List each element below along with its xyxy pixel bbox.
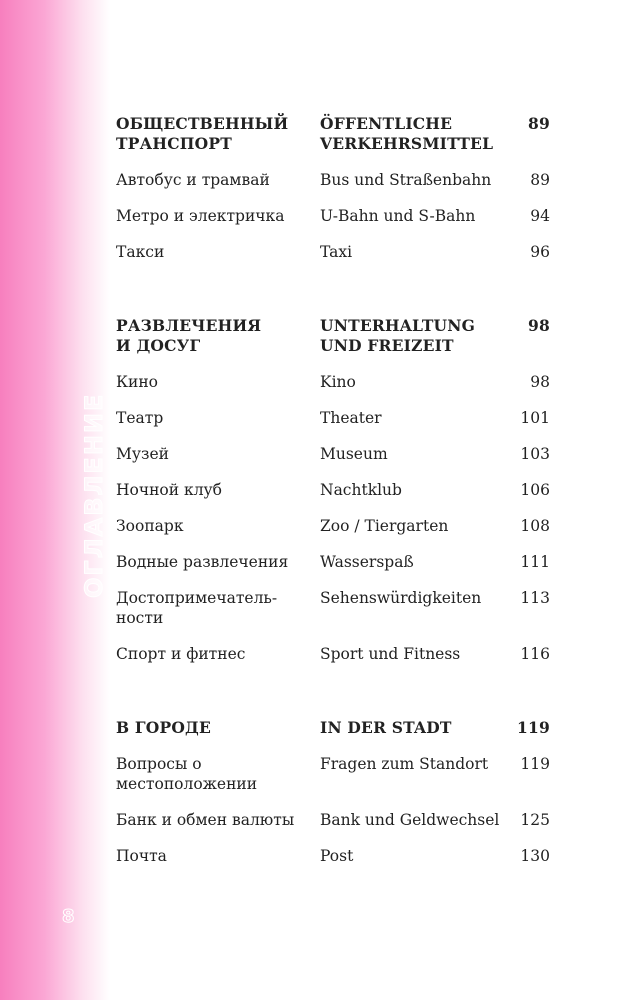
side-title: ОГЛАВЛЕНИЕ bbox=[80, 392, 108, 598]
entry-de: Museum bbox=[320, 445, 388, 463]
toc-entry[interactable] bbox=[116, 206, 550, 226]
toc-section-transport bbox=[116, 114, 550, 262]
entry-page: 103 bbox=[520, 445, 550, 463]
toc-entry[interactable] bbox=[116, 810, 550, 830]
entry-de: U-Bahn und S-Bahn bbox=[320, 207, 476, 225]
entry-ru: Зоопарк bbox=[116, 517, 184, 535]
entry-ru: Ночной клуб bbox=[116, 481, 223, 499]
entry-ru: Автобус и трамвай bbox=[116, 171, 270, 189]
section-heading[interactable] bbox=[116, 114, 550, 154]
toc-entry[interactable] bbox=[116, 754, 550, 794]
entry-ru: Метро и электричка bbox=[116, 207, 285, 225]
entry-de: Wasserspaß bbox=[320, 553, 414, 571]
entry-page: 98 bbox=[530, 373, 550, 391]
entry-page: 125 bbox=[520, 811, 550, 829]
entry-ru: Достопримечатель- ности bbox=[116, 589, 278, 627]
toc-entry[interactable] bbox=[116, 516, 550, 536]
entry-page: 113 bbox=[520, 589, 550, 607]
page-number: 8 bbox=[62, 906, 75, 927]
entry-de: Bank und Geldwechsel bbox=[320, 811, 500, 829]
toc-entry[interactable] bbox=[116, 480, 550, 500]
toc-entry[interactable] bbox=[116, 372, 550, 392]
entry-ru: Почта bbox=[116, 847, 167, 865]
heading-page: 89 bbox=[528, 114, 550, 133]
heading-ru: РАЗВЛЕЧЕНИЯ И ДОСУГ bbox=[116, 316, 262, 355]
toc-section-city bbox=[116, 718, 550, 866]
entry-de: Bus und Straßenbahn bbox=[320, 171, 492, 189]
entry-de: Theater bbox=[320, 409, 382, 427]
entry-de: Taxi bbox=[320, 243, 353, 261]
heading-page: 119 bbox=[517, 718, 550, 737]
entry-de: Fragen zum Standort bbox=[320, 755, 489, 773]
toc-section-entertainment bbox=[116, 316, 550, 664]
toc-entry[interactable] bbox=[116, 552, 550, 572]
entry-ru: Водные развлечения bbox=[116, 553, 289, 571]
heading-ru: ОБЩЕСТВЕННЫЙ ТРАНСПОРТ bbox=[116, 114, 289, 153]
section-heading[interactable] bbox=[116, 316, 550, 356]
toc-entry[interactable] bbox=[116, 444, 550, 464]
table-of-contents bbox=[116, 114, 550, 920]
toc-entry[interactable] bbox=[116, 170, 550, 190]
entry-page: 119 bbox=[520, 755, 550, 773]
entry-de: Post bbox=[320, 847, 354, 865]
entry-ru: Спорт и фитнес bbox=[116, 645, 246, 663]
heading-page: 98 bbox=[528, 316, 550, 335]
entry-page: 111 bbox=[520, 553, 550, 571]
entry-ru: Банк и обмен валюты bbox=[116, 811, 295, 829]
entry-ru: Театр bbox=[116, 409, 164, 427]
entry-page: 108 bbox=[520, 517, 550, 535]
toc-entry[interactable] bbox=[116, 408, 550, 428]
section-heading[interactable] bbox=[116, 718, 550, 738]
entry-page: 89 bbox=[530, 171, 550, 189]
entry-ru: Кино bbox=[116, 373, 158, 391]
toc-entry[interactable] bbox=[116, 846, 550, 866]
entry-page: 106 bbox=[520, 481, 550, 499]
entry-de: Sehenswürdigkeiten bbox=[320, 589, 482, 607]
entry-ru: Музей bbox=[116, 445, 169, 463]
entry-de: Nachtklub bbox=[320, 481, 402, 499]
heading-de: IN DER STADT bbox=[320, 718, 452, 737]
toc-entry[interactable] bbox=[116, 242, 550, 262]
entry-de: Sport und Fitness bbox=[320, 645, 461, 663]
entry-ru: Такси bbox=[116, 243, 165, 261]
heading-de: ÖFFENTLICHE VERKEHRSMITTEL bbox=[320, 114, 494, 153]
entry-page: 116 bbox=[520, 645, 550, 663]
heading-ru: В ГОРОДЕ bbox=[116, 718, 212, 737]
entry-de: Kino bbox=[320, 373, 356, 391]
entry-page: 96 bbox=[530, 243, 550, 261]
entry-ru: Вопросы о местоположении bbox=[116, 755, 258, 793]
entry-page: 130 bbox=[520, 847, 550, 865]
entry-page: 94 bbox=[530, 207, 550, 225]
entry-page: 101 bbox=[520, 409, 550, 427]
entry-de: Zoo / Tiergarten bbox=[320, 517, 449, 535]
toc-entry[interactable] bbox=[116, 644, 550, 664]
heading-de: UNTERHALTUNG UND FREIZEIT bbox=[320, 316, 476, 355]
toc-entry[interactable] bbox=[116, 588, 550, 628]
